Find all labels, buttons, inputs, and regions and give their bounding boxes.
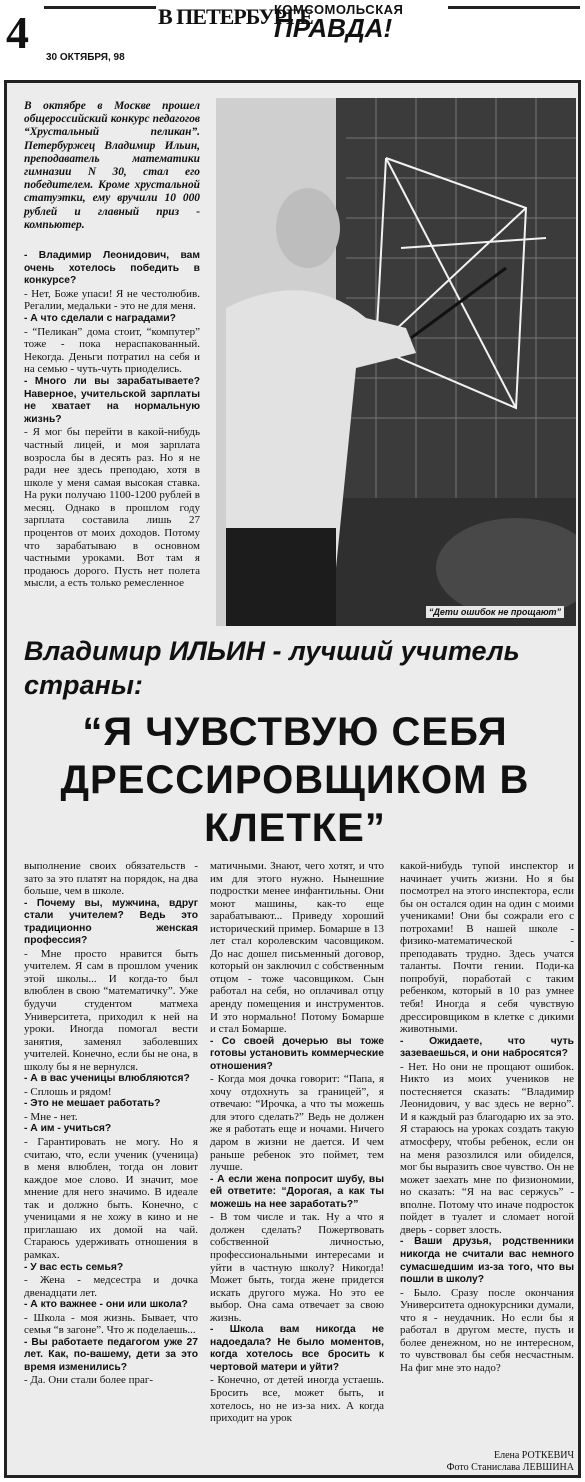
interview-answer: - Жена - медсестра и дочка двенадцати лет. <box>24 1274 198 1299</box>
interview-question: - Это не мешает работать? <box>24 1098 161 1110</box>
photo-caption: “Дети ошибок не прощают” <box>426 606 564 618</box>
interview-answer: - Школа - моя жизнь. Бывает, что семья “в загоне”. Что ж поделаешь... <box>24 1311 198 1337</box>
interview-answer: - Когда моя дочка говорит: “Папа, я хочу отдохнуть за границей”, я отвечаю: “Ирочка, а что ты можешь для этого сделать?” Ведь не должен же я работать еще и ночами. Ничего даром в жизни не дается. И чем раньше ребенок это поймет, тем лучше. <box>210 1073 384 1174</box>
header-rule-left <box>44 6 156 9</box>
interview-question: - Ожидаете, что чуть зазеваешься, и они набросятся? <box>400 1035 574 1060</box>
teacher-photo <box>216 98 576 626</box>
byline <box>400 1450 574 1474</box>
interview-question: - Почему вы, мужчина, вдруг стали учителем? Ведь это традиционно женская профессия? <box>24 897 198 947</box>
author-credit: Елена РОТКЕВИЧ <box>493 1450 574 1461</box>
interview-answer: - Нет. Но они не прощают ошибок. Никто из моих учеников не постесняется сказать: “Владимир Леонидович, у вас здесь не верно”. И я каждый раз благодарю их за это. Я стараюсь на уроках создать такую атмосферу, чтобы ребенок, если он на меня разозлился или обиделся, мог бы выразить свое чувство. Он не может заехать мне по физиономии, но сказать: “Я на вас сержусь” - вполне. Потому что иначе подросток пойдет в туалет и сломает ногой дверь - сорвет злость. <box>400 1060 574 1236</box>
article-lead: В октябре в Москве прошел общероссийский конкурс педагогов “Хрустальный пеликан”. Петербуржец Владимир Ильин, преподаватель математики гимназии N 30, стал его победителем. Кроме хрустальной статуэтки, ему вручили 10 000 рублей и главный приз - компьютер. <box>24 100 200 231</box>
interview-question: - Вы работаете педагогом уже 27 лет. Как, по-вашему, дети за это время изменились? <box>24 1336 198 1373</box>
interview-answer: - Сплошь и рядом! <box>24 1085 112 1098</box>
article-column-1 <box>24 860 198 1387</box>
interview-answer: - Да. Они стали более праг- <box>24 1374 154 1387</box>
headline-main: “Я ЧУВСТВУЮ СЕБЯ ДРЕССИРОВЩИКОМ В КЛЕТКЕ” <box>60 710 530 850</box>
interview-question: - А им - учиться? <box>24 1123 112 1135</box>
article-column-2 <box>210 860 384 1425</box>
interview-answer: - В том числе и так. Ну а что я должен сделать? Пожертвовать собственной личностью, профессиональными интересами и уйти в частную школу? Никогда! Может быть, тогда жене придется искать другого мужа. Но это ее выбор. Она сама отвечает за свою жизнь. <box>210 1211 384 1324</box>
interview-answer: - Конечно, от детей иногда устаешь. Бросить все, может быть, и хотелось, но не из-за них. А когда приходит на урок <box>210 1374 384 1425</box>
issue-date: 30 ОКТЯБРЯ, 98 <box>46 52 125 63</box>
interview-answer: какой-нибудь тупой инспектор и начинает учить жизни. Но я бы посмотрел на этого инспектора, если бы он остался один на один с моими учениками! Они бы сожрали его с потрохами! В нашей школе - физико-математической - преподавать трудно. Здесь учатся таланты. Почти гении. Поди-ка попробуй, поработай с таким ребенком, который в 10 раз умнее тебя! Иногда я себя чувствую дрессировщиком в клетке с дикими животными. <box>400 860 574 1036</box>
interview-question: - А если жена попросит шубу, вы ей ответите: “Дорогая, а как ты можешь на нее заработать?” <box>210 1173 384 1210</box>
interview-answer: - Гарантировать не могу. Но я считаю, что, если ученик (ученица) в меня влюблен, тогда он ловит каждое мое слово. И значит, мое мнение для него значимо. В идеале так и должно быть. Конечно, с ученицами я не хожу в кино и не приглашаю их домой на чай. Стараюсь удерживать отношения в рамках. <box>24 1136 198 1261</box>
interview-question: - Владимир Леонидович, вам очень хотелось победить в конкурсе? <box>24 250 200 287</box>
photo-illustration <box>216 98 576 626</box>
interview-question: - Ваши друзья, родственники никогда не считали вас немного сумасшедшим из-за того, что вы пошли в школу? <box>400 1236 574 1286</box>
interview-question: - У вас есть семья? <box>24 1261 124 1273</box>
interview-question: - Школа вам никогда не надоедала? Не было моментов, когда хотелось все бросить к чертовой матери и уйти? <box>210 1324 384 1373</box>
interview-answer: выполнение своих обязательств - зато за это платят на порядок, на два больше, чем в школе. <box>24 860 198 898</box>
intro-column <box>24 250 200 590</box>
headline-kicker: Владимир ИЛЬИН - лучший учитель страны: <box>24 636 520 700</box>
logo-line-1: КОМСОМОЛЬСКАЯ <box>274 2 404 17</box>
interview-answer: - Мне просто нравится быть учителем. Я сам в прошлом ученик этой школы... И когда-то был влюблен в свою “математичку”. Уже будучи студентом матмеха Университета, приходил к ней на уроки. Иногда помогал вести занятия, заменял заболевших учителей. Конечно, если бы не она, в школу бы я не вернулся. <box>24 947 198 1073</box>
photo-credit: Фото Станислава ЛЕВШИНА <box>446 1462 574 1473</box>
interview-answer: - Нет, Боже упаси! Я не честолюбив. Регалии, медальки - это не для меня. <box>24 287 200 313</box>
header-rule-right <box>448 6 580 9</box>
interview-question: - Много ли вы зарабатываете? Наверное, учительской зарплаты не хватает на нормальную жизнь? <box>24 375 200 425</box>
logo-line-2: ПРАВДА! <box>274 13 393 43</box>
interview-answer: - Было. Сразу после окончания Университета однокурсники думали, что я - неудачник. Но если бы я работал в другом месте, пусть и более денежном, но не интересном, то чувствовал бы себя несчастным. На фиг мне это надо? <box>400 1286 574 1374</box>
interview-question: - Со своей дочерью вы тоже готовы установить коммерческие отношения? <box>210 1035 384 1072</box>
interview-answer: - Мне - нет. <box>24 1110 78 1123</box>
interview-answer: - Я мог бы перейти в какой-нибудь частный лицей, и моя зарплата возросла бы в десять раз. Но я не ради нее здесь преподаю, хотя в школе у меня самая высокая ставка. На руки получаю 1100-1200 рублей в месяц. Однако в прошлом году зарплата составила лишь 27 процентов от моих доходов. Потому что зарабатываю в основном частными уроками. Вот там я продаюсь дорого. Пусть нет полета мысли, а есть только ремесленное <box>24 426 200 590</box>
interview-question: - А в вас ученицы влюбляются? <box>24 1073 190 1085</box>
article-column-3 <box>400 860 574 1374</box>
interview-answer: - “Пеликан” дома стоит, “компутер” тоже - пока нераспакованный. Некогда. Деньги потратил на себя и на семью - чуть-чуть приодели​сь. <box>24 325 200 376</box>
page-number: 4 <box>6 7 29 58</box>
newspaper-logo <box>274 2 444 58</box>
section-title: В ПЕТЕРБУРГЕ <box>158 4 313 29</box>
interview-question: - А кто важнее - они или школа? <box>24 1299 188 1311</box>
interview-question: - А что сделали с наградами? <box>24 312 176 324</box>
interview-answer: матичными. Знают, чего хотят, и что им для этого нужно. Нынешние подростки менее инфантильны. Они моют машины, как-то еще зарабатывают... Приведу хороший исторический пример. Бомарше в 13 лет стал королевским часовщиком. До нас дошел письменный договор, который он заключил с собственным отцом - тоже часовщиком. Сын работал на себя, но оплачивал отцу аренду помещения и инструментов. И это нормально! Потому Бомарше и стал Бомарше. <box>210 860 384 1036</box>
